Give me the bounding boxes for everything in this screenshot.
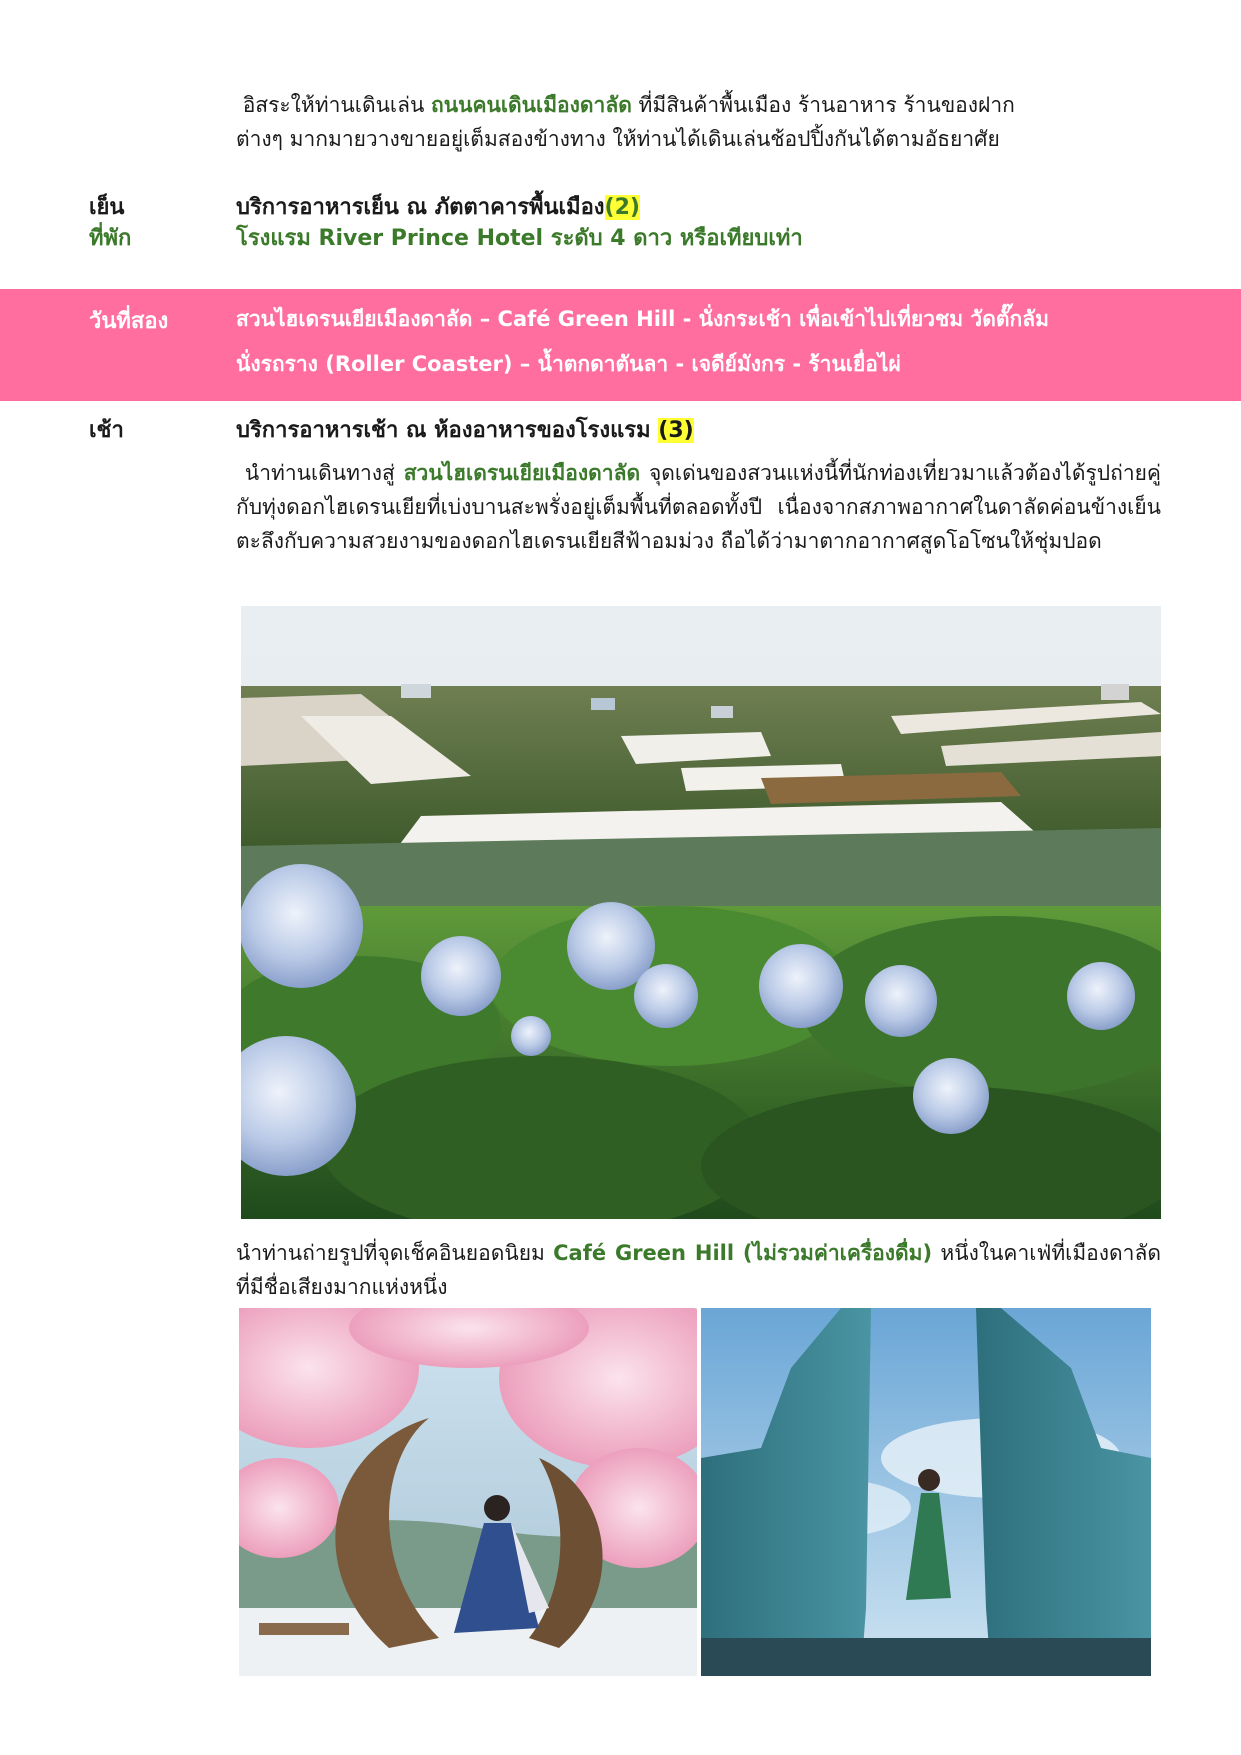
day-two-label: วันที่สอง [89, 309, 169, 334]
day-two-itinerary-line-2: นั่งรถราง (Roller Coaster) – น้ำตกดาตันลา - เจดีย์มังกร - ร้านเยื่อไผ่ [236, 352, 901, 376]
hotel-label: ที่พัก [89, 226, 132, 251]
greenhill-text-b: หนึ่งในคาเฟ่ที่เมืองดาลัด ที่มีชื่อเสียงมากแห่งหนึ่ง [236, 1241, 1161, 1299]
dinner-description: บริการอาหารเย็น ณ ภัตตาคารพื้นเมือง [236, 195, 605, 220]
day-two-itinerary-line-1: สวนไฮเดรนเยียเมืองดาลัด – Café Green Hill - นั่งกระเช้า เพื่อเข้าไปเที่ยวชม วัดตั๊กลัม [236, 307, 1049, 331]
intro-text-a: อิสระให้ท่านเดินเล่น [242, 93, 432, 117]
hotel-text: โรงแรม River Prince Hotel ระดับ 4 ดาว หรือเทียบเท่า [236, 226, 803, 251]
greenhill-text-a: นำท่านถ่ายรูปที่จุดเช็คอินยอดนิยม [236, 1241, 554, 1265]
breakfast-description: บริการอาหารเช้า ณ ห้องอาหารของโรงแรม [236, 418, 659, 443]
greenhill-paragraph [236, 1236, 1161, 1304]
intro-line-2: ต่างๆ มากมายวางขายอยู่เต็มสองข้างทาง ให้ท่านได้เดินเล่นช้อปปิ้งกันได้ตามอัธยาศัย [236, 127, 1000, 151]
hydrangea-paragraph [236, 456, 1161, 558]
breakfast-label: เช้า [89, 418, 124, 443]
intro-text-b: ที่มีสินค้าพื้นเมือง ร้านอาหาร ร้านของฝาก [631, 93, 1015, 117]
dinner-text [236, 189, 640, 224]
meal-number-badge: (2) [604, 195, 640, 220]
greenhill-cafe-name: Café Green Hill (ไม่รวมค่าเครื่องดื่ม) [553, 1241, 933, 1265]
walking-street-name: ถนนคนเดินเมืองดาลัด [431, 93, 632, 117]
hydrangea-text-a: นำท่านเดินทางสู่ [244, 461, 404, 485]
cafe-green-hill-blossom-photo [239, 1308, 697, 1676]
intro-line-1 [236, 88, 1161, 122]
intro-paragraph [236, 88, 1161, 156]
hydrangea-garden-photo [241, 606, 1161, 1219]
hydrangea-text-b: จุดเด่นของสวนแห่งนี้ที่นักท่องเที่ยวมาแล้วต้องได้รูปถ่ายคู่กับทุ่งดอกไฮเดรนเยียที่เบ่งบานสะพรั่งอยู่เต็มพื้นที่ตลอดทั้งปี เนื่องจากสภาพอากาศในดาลัดค่อนข้างเย็น ตะลึงกับความสวยงามของดอกไฮเดรนเยียสีฟ้าอมม่วง ถือได้ว่ามาตากอากาศสูดโอโซนให้ชุ่มปอด [236, 461, 1161, 553]
breakfast-text [236, 412, 694, 447]
cafe-green-hill-gate-photo [701, 1308, 1151, 1676]
day-two-banner [0, 289, 1241, 401]
hydrangea-garden-name: สวนไฮเดรนเยียเมืองดาลัด [403, 461, 641, 485]
dinner-label: เย็น [89, 195, 125, 220]
meal-number-badge: (3) [658, 418, 694, 443]
